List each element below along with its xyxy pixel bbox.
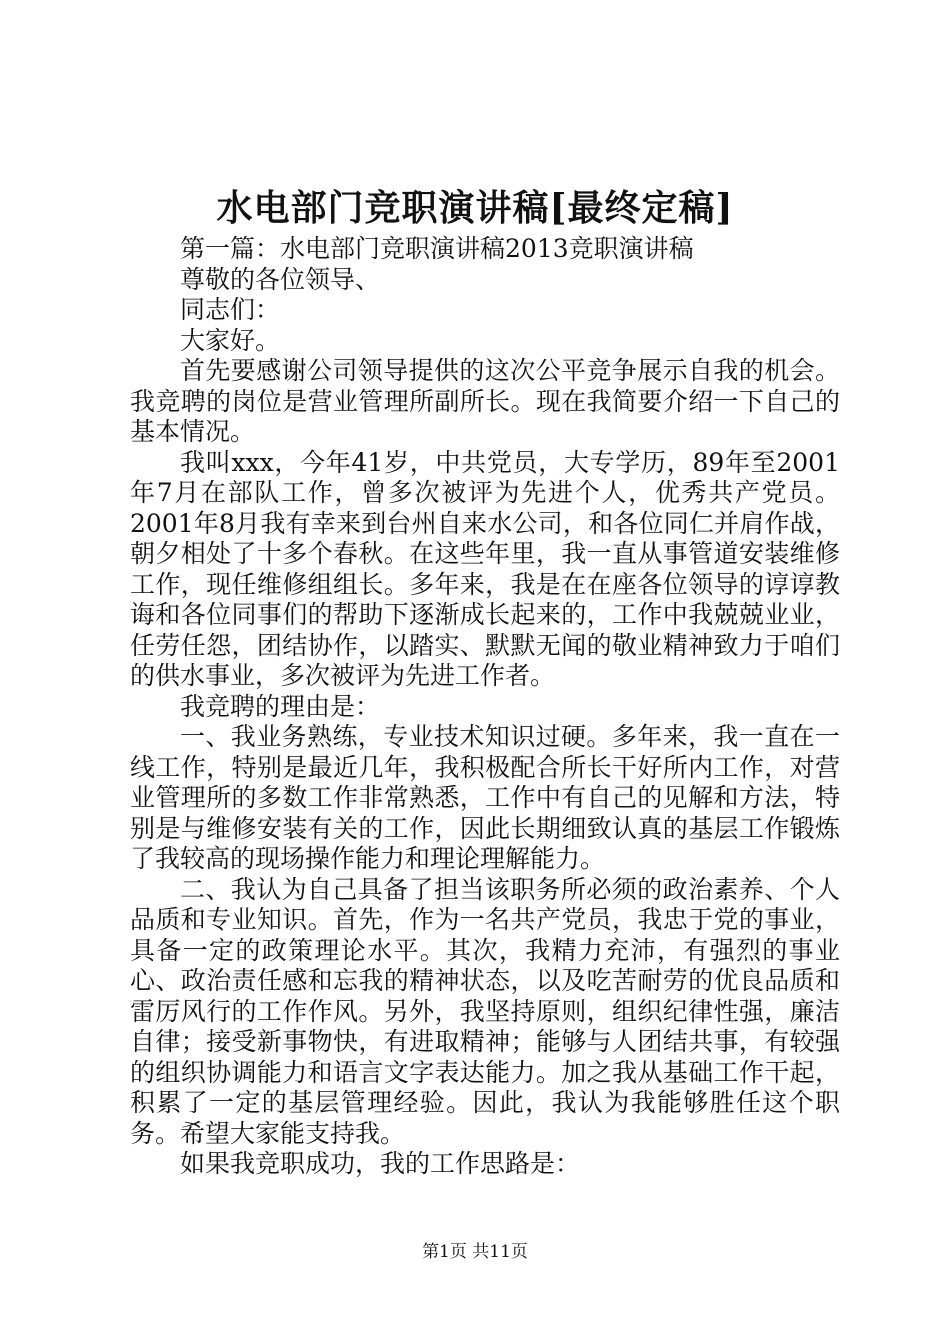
- page-footer: 第1页 共11页: [422, 1242, 528, 1262]
- paragraph-plan-heading: 如果我竞职成功，我的工作思路是：: [180, 1149, 581, 1178]
- paragraph-reason-1: 一、我业务熟练，专业技术知识过硬。多年来，我一直在一线工作，特别是最近几年，我积极配合所长干好所内工作，对营业管理所的多数工作非常熟悉，工作中有自己的见解和方法，特别是与维修安装有关的工作，因此长期细致认真的基层工作锻炼了我较高的现场操作能力和理论理解能力。: [130, 722, 840, 873]
- paragraph-salutation-2: 同志们：: [180, 295, 281, 324]
- document-body: [130, 234, 840, 1180]
- paragraph-salutation: 尊敬的各位领导、: [180, 264, 381, 294]
- paragraph-greeting: 大家好。: [180, 325, 281, 355]
- paragraph-reason-2: 二、我认为自己具备了担当该职务所必须的政治素养、个人品质和专业知识。首先，作为一名共产党员，我忠于党的事业，具备一定的政策理论水平。其次，我精力充沛，有强烈的事业心、政治责任感和忘我的精神状态，以及吃苦耐劳的优良品质和雷厉风行的工作作风。另外，我坚持原则，组织纪律性强，廉洁自律；接受新事物快，有进取精神；能够与人团结共事，有较强的组织协调能力和语言文字表达能力。加之我从基础工作干起，积累了一定的基层管理经验。因此，我认为我能够胜任这个职务。希望大家能支持我。: [130, 874, 840, 1148]
- paragraph-intro: 首先要感谢公司领导提供的这次公平竞争展示自我的机会。我竞聘的岗位是营业管理所副所长。现在我简要介绍一下自己的基本情况。: [130, 356, 840, 446]
- paragraph-heading: 第一篇：水电部门竞职演讲稿2013竞职演讲稿: [180, 234, 694, 263]
- document-title: 水电部门竞职演讲稿[最终定稿]: [216, 187, 734, 229]
- paragraph-self-intro: 我叫xxx，今年41岁，中共党员，大专学历，89年至2001年7月在部队工作，曾多次被评为先进个人，优秀共产党员。2001年8月我有幸来到台州自来水公司，和各位同仁并肩作战，朝夕相处了十多个春秋。在这些年里，我一直从事管道安装维修工作，现任维修组组长。多年来，我是在在座各位领导的谆谆教诲和各位同事们的帮助下逐渐成长起来的，工作中我兢兢业业，任劳任怨，团结协作，以踏实、默默无闻的敬业精神致力于咱们的供水事业，多次被评为先进工作者。: [130, 447, 840, 690]
- paragraph-reasons-heading: 我竞聘的理由是：: [180, 691, 381, 721]
